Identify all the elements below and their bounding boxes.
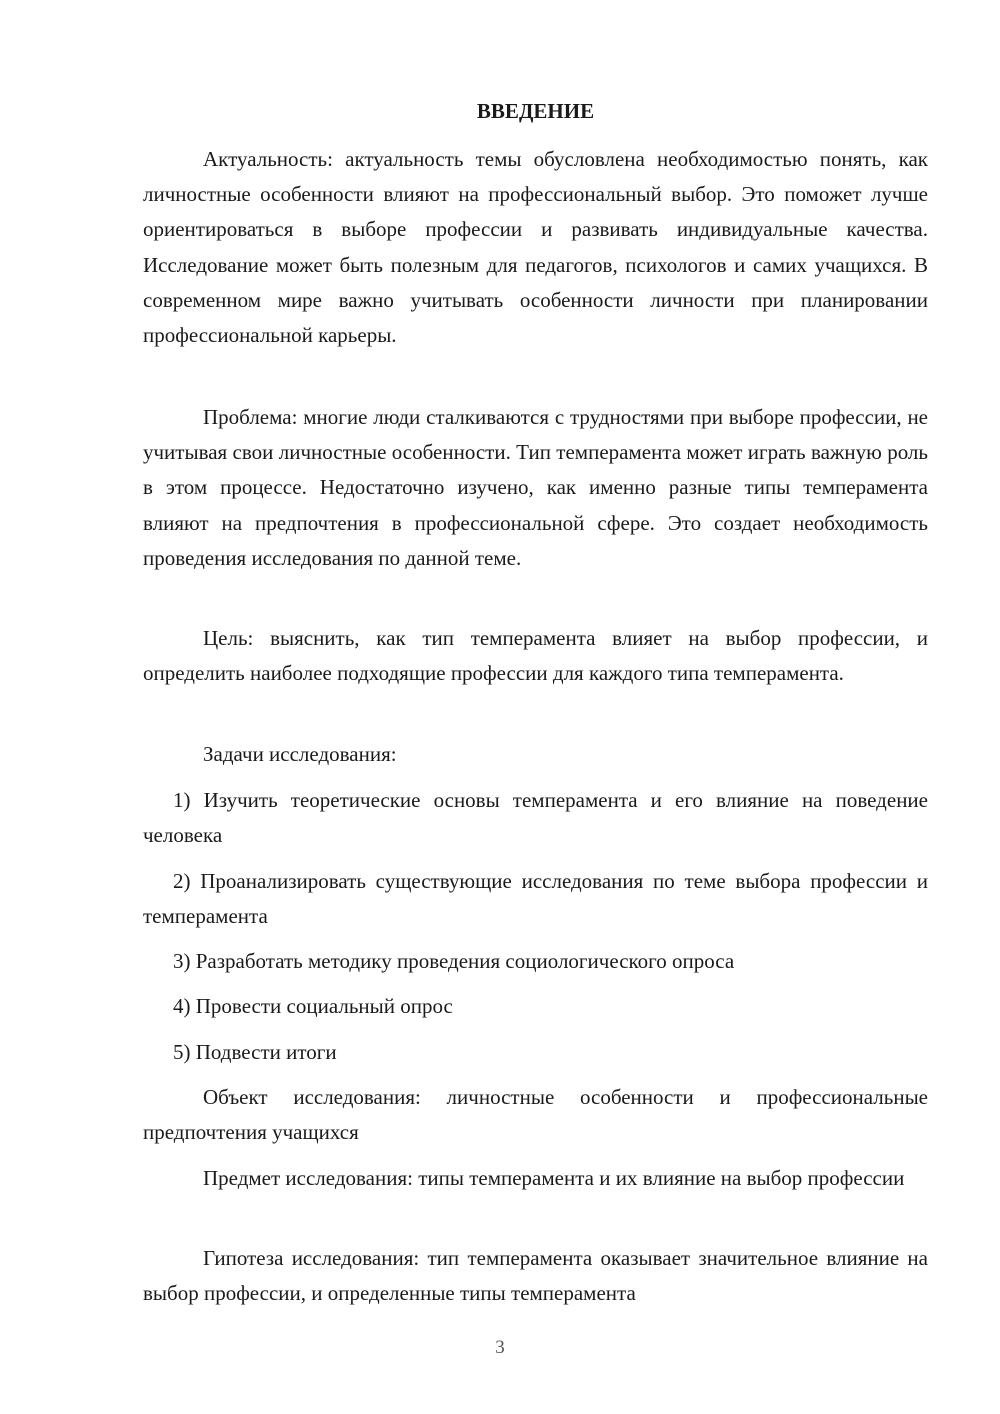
paragraph-problem: Проблема: многие люди сталкиваются с трудностями при выборе профессии, не учитывая свои личностные особенности. Тип темперамента может играть важную роль в этом процессе. Недостаточно изучено, как именно разные типы темперамента влияют на предпочтения в профессиональной сфере. Это создает необходимость проведения исследования по данной теме.: [143, 405, 928, 570]
page-title: ВВЕДЕНИЕ: [476, 99, 595, 123]
tasks-heading: Задачи исследования:: [203, 742, 397, 766]
task-item-5: 5) Подвести итоги: [173, 1040, 337, 1064]
paragraph-goal: Цель: выяснить, как тип темперамента влияет на выбор профессии, и определить наиболее подходящие профессии для каждого типа темперамента.: [143, 626, 928, 686]
page-number: 3: [495, 1337, 505, 1358]
task-item-1: 1) Изучить теоретические основы темперамента и его влияние на поведение человека: [143, 788, 928, 848]
paragraph-object: Объект исследования: личностные особенности и профессиональные предпочтения учащихся: [143, 1085, 928, 1145]
task-item-4: 4) Провести социальный опрос: [173, 994, 453, 1018]
paragraph-subject: Предмет исследования: типы темперамента и их влияние на выбор профессии: [203, 1166, 905, 1190]
paragraph-hypothesis: Гипотеза исследования: тип темперамента оказывает значительное влияние на выбор профессии, и определенные типы темперамента: [143, 1246, 928, 1306]
task-item-3: 3) Разработать методику проведения социологического опроса: [173, 949, 735, 973]
task-item-2: 2) Проанализировать существующие исследования по теме выбора профессии и темперамента: [143, 869, 928, 929]
paragraph-relevance: Актуальность: актуальность темы обусловлена необходимостью понять, как личностные особенности влияют на профессиональный выбор. Это поможет лучше ориентироваться в выборе профессии и развивать индивидуальные качества. Исследование может быть полезным для педагогов, психологов и самих учащихся. В современном мире важно учитывать особенности личности при планировании профессиональной карьеры.: [143, 147, 928, 348]
